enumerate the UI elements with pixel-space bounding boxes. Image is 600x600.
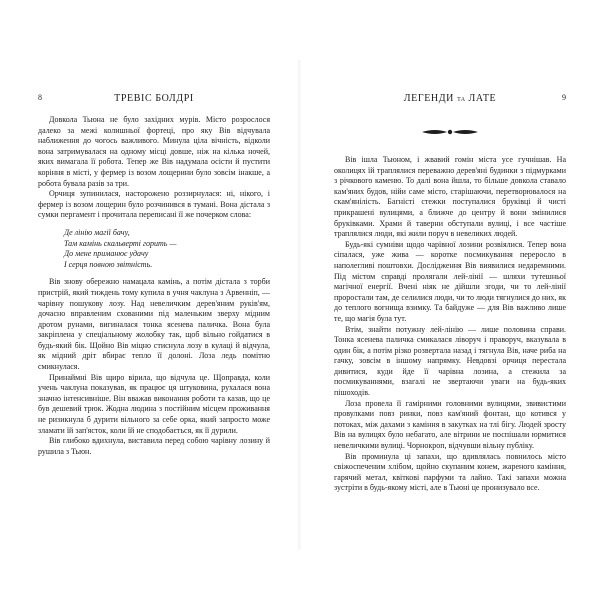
chapter-ornament-icon — [420, 127, 480, 137]
right-page-number: 9 — [562, 93, 566, 102]
right-running-head-title — [334, 93, 566, 104]
running-head-small: ТА — [457, 97, 466, 103]
poem-line-4: І серця повною звітність. — [64, 259, 153, 269]
left-page-number: 8 — [38, 93, 42, 102]
left-paragraph-3: Вів знову обережно намацала камінь, а потім дістала з торби пристрій, який тиждень тому купила в учня чаклуна з Арвенніп, — чарівну пошукову лозу. Над невеличким дерев'яним руків'ям, дочасно вправленим схованими під маленьким зверху мідним дротом рунами, вигиналася тонка ясенева паличка. Вона була закріплена у спеціальному жолобку так, щоб вільно гойдатися в будь-який бік. Щойно Вів міцно стиснула лозу в кулаці й відчула, як мідний дріт вбирає тепло її долоні. Лоза ледь помітно смикнулася. — [38, 277, 270, 372]
left-paragraph-4: Принаймні Вів щиро вірила, що відчула це. Щоправда, коли учень чаклуна показував, як працює ця штуковина, рухалася вона значно інтенсивніше. Він вважав виконання роботи та казав, що це був дешевий трюк. Жодна людина з постійним місцем проживання не ризикнула б дурити вільного за себе орка, який запросто може зламати їй зап'ясток, коли їй не сподобається, як її дурили. — [38, 372, 270, 435]
left-paragraph-1: Довкола Тьюна не було західних мурів. Місто розрослося далеко за межі колишньої фортеці, про яку Вів відчувала наближення до чогось важливого. Минула ціла вічність, відколи вона затримувалася на одному місці довше, ніж на кілька ночей, яких вимагала її робота. Тепер же Вів надумала осісти й пустити коріння в місті, у фермер із возом лощерини було зовсім інакше, а робота бувала разів за три. — [38, 115, 270, 188]
right-page-body — [334, 155, 566, 494]
left-page-body — [38, 115, 270, 457]
left-running-head-title: ТРЕВІС БОЛДРІ — [114, 93, 194, 104]
right-paragraph-2: Будь-які сумніви щодо чарівної лозини розвіялися. Тепер вона сіпалася, уже жива — коротке посмикування переросло в наполегливі поштовхи. Дослідження Вів виявилися недаремними. Під містом справді пролягали лей-лінії — шляхи тутешньої магічної енергії. Вчені ніяк не дійшли згоди, чи то лей-лінії проростали там, де селилися люди, чи то люди тягнулися до них, як до теплого вогнища взимку. Та байдуже — для Вів важливо лише те, що магія була тут. — [334, 239, 566, 323]
poem — [64, 228, 270, 270]
right-paragraph-4: Лоза провела її гамірними головними вулицями, звивистими провулками повз ринки, повз кам'яний фонтан, що котився у потоках, між дахами з каміння в закутках на тлі бігу. Людей зросту Вів на вулицях було небагато, але вітрини не поспішали юрмитися невеличкими вулиці. Чорнокроп, відчувши вільну публіку. — [334, 398, 566, 451]
left-paragraph-5: Вів глибоко вдихнула, виставила перед собою чарівну лозину й рушила з Тьюн. — [38, 436, 270, 456]
right-paragraph-5: Вів проминула ці запахи, що вдивлялась повнилось місто свіжоспеченим хлібом, щойно скупаним конем, жареного каміння, гарячий метал, квіткові парфуми та лайно. Такі запахи можна зустріти в будь-якому місті, але в Тьюні це пронизувало все. — [334, 451, 566, 493]
running-head-end: ЛАТЕ — [468, 93, 497, 104]
left-paragraph-2: Орчиця зупинилася, насторожено роззирнулася: ні, нікого, і фермер із возом лощерин було розчинився в тумані. Вона дістала з сумки пергамент і прочитала переписані її же почерком слова: — [38, 189, 270, 220]
running-head-main: ЛЕГЕНДИ — [403, 93, 454, 104]
poem-line-3: До мене приманює удачу — [64, 249, 149, 259]
poem-line-1: Де лінію магії бачу, — [64, 227, 130, 237]
right-paragraph-1: Вів ішла Тьюном, і жвавий гомін міста усе гучнішав. На околицях їй траплялися переважно дерев'яні будинки з підмурками з річкового каменю. То далі вона йшла, то більше довкола ставало кам'яних будов, нійи саме місто, старішаючи, перетворювалося на скам'янілість. Багністі стежки поступалися бруківці й чисті прикрашені вулицями, а ближче до центру й вони змінилися бруківками. Храми й таверни обступали вулиці, і все частіше траплялися люди, які жили поруч в невеликих людей. — [334, 155, 566, 239]
poem-line-2: Там камінь скальверті горить — — [64, 238, 177, 248]
right-running-head — [334, 93, 566, 107]
left-running-head — [38, 93, 270, 107]
page-gutter — [298, 60, 302, 550]
right-paragraph-3: Втім, знайти потужну лей-лінію — лише половина справи. Тонка ясенева паличка смикалася ліворуч і праворуч, вказувала в один бік, а потім різко розвертала назад і тягнула Вів, наче риба на гачку, зовсім в іншому напрямку. Невдовзі орчиця перестала дивитися, куди йде її чарівна лозина, а стежила за посмикуваннями, взагалі не звертаючи уваги на будь-яких пішоходів. — [334, 324, 566, 398]
